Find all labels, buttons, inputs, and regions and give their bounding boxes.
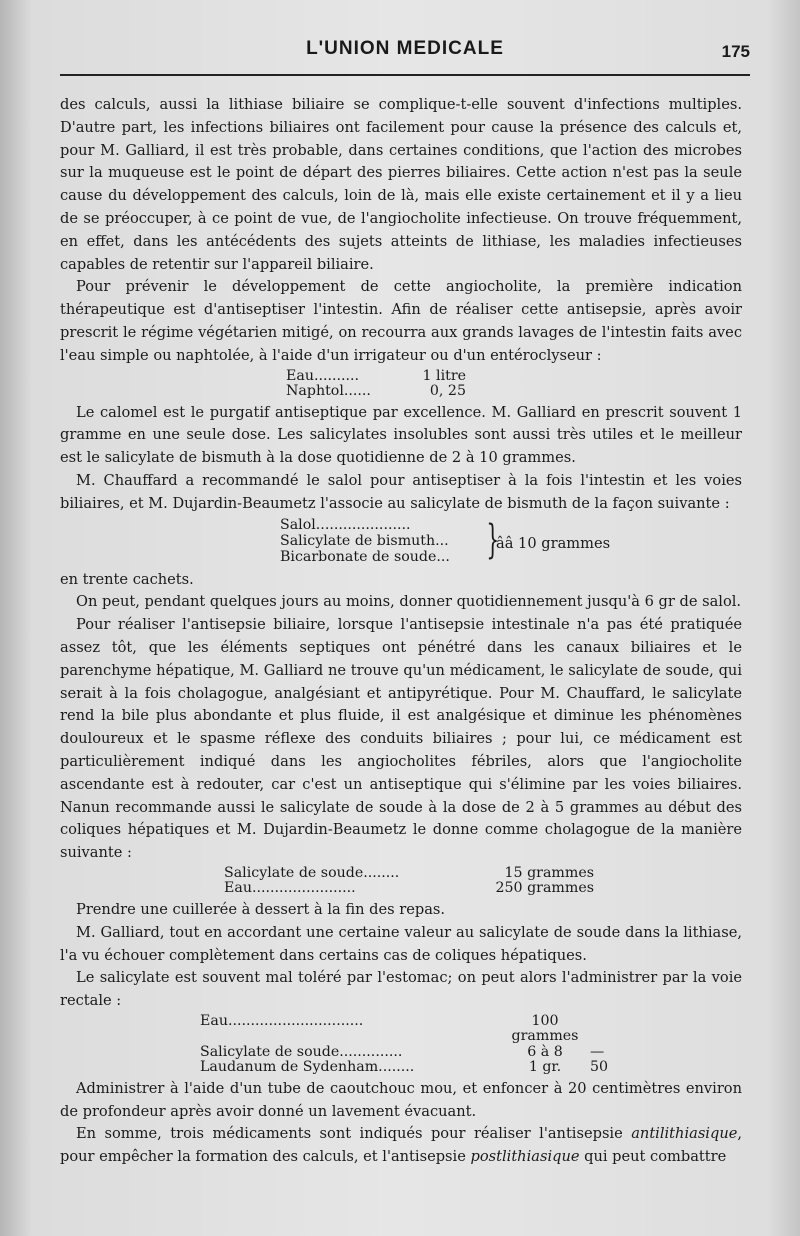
prescription-line bbox=[286, 369, 742, 385]
paragraph: On peut, pendant quelques jours au moins, donner quotidiennement jusqu'à 6 gr de salol. bbox=[76, 593, 742, 611]
paragraph: M. Chauffard a recommandé le salol pour antiseptiser à la fois l'intestin et les voies biliaires, et M. Dujardin-Beaumetz l'associe au salicylate de bismuth de la façon suivante : bbox=[60, 471, 742, 512]
ingredient-quantity-extra bbox=[590, 1014, 660, 1045]
ingredient-quantity: 250 grammes bbox=[495, 880, 594, 897]
ingredient-quantity: 15 grammes bbox=[504, 864, 594, 881]
ingredient-quantity: 0, 25 bbox=[429, 383, 466, 400]
prescription-cachets bbox=[60, 517, 742, 567]
paragraph: Le salicylate est souvent mal toléré par l'estomac; on peut alors l'administrer par la voie rectale : bbox=[60, 969, 742, 1010]
ingredient-quantity: ââ 10 grammes bbox=[496, 534, 611, 552]
paragraph: Pour réaliser l'antisepsie biliaire, lorsque l'antisepsie intestinale n'a pas été pratiquée assez tôt, que les éléments septiques ont pénétré dans les canaux biliaires et le parenchyme hépatique, M. Galliard ne trouve qu'un médicament, le salicylate de soude, qui serait à la fois cholagogue, analgésiant et antipyrétique. Pour M. Chauffard, le salicylate rend la bile plus abondante et plus fluide, il est analgésique et diminue les phénomènes douloureux et le spasme réflexe des conduits biliaires ; pour lui, ce médicament est particulièrement indiqué dans les angiocholites fébriles, alors que l'angiocholite ascendante est à redouter, car c'est un antiseptique qui s'élimine par les voies biliaires. Nanun recommande aussi le salicylate de soude à la dose de 2 à 5 grammes au début des coliques hépatiques et M. Dujardin-Beaumetz le donne comme cholagogue de la manière suivante : bbox=[60, 616, 742, 862]
page-number: 175 bbox=[721, 42, 750, 61]
ingredient-quantity-extra: — bbox=[590, 1043, 605, 1060]
ingredient-name: Salicylate de soude........ bbox=[224, 864, 400, 881]
prescription-rectale bbox=[60, 1014, 742, 1076]
paragraph: M. Galliard, tout en accordant une certaine valeur au salicylate de soude dans la lithiase, l'a vu échouer complètement dans certains cas de coliques hépatiques. bbox=[60, 923, 742, 964]
ingredient-quantity-extra: 50 bbox=[590, 1059, 609, 1076]
paragraph: en trente cachets. bbox=[60, 570, 194, 588]
paragraph: Prendre une cuillerée à dessert à la fin des repas. bbox=[76, 900, 446, 918]
paragraph: des calculs, aussi la lithiase biliaire se complique-t-elle souvent d'infections multiples. D'autre part, les infections biliaires ont facilement pour cause la présence des calculs et, pour M. Galliard, il est très probable, dans certaines conditions, que l'action des microbes sur la muqueuse est le point de départ des pierres biliaires. Cette action n'est pas la seule cause du développement des calculs, loin de là, mais elle existe certainement et il y a lieu de se préoccuper, à ce point de vue, de l'angiocholite infectieuse. On trouve fréquemment, en effet, dans les antécédents des sujets atteints de lithiase, les maladies infectieuses capables de retentir sur l'appareil biliaire. bbox=[60, 96, 742, 273]
journal-title: L'UNION MEDICALE bbox=[306, 38, 504, 59]
prescription-line bbox=[200, 1014, 742, 1045]
prescription-line bbox=[224, 866, 742, 882]
paragraph bbox=[60, 1123, 742, 1169]
prescription-line bbox=[200, 1060, 742, 1076]
italic-term: postlithiasique bbox=[470, 1148, 580, 1166]
header-rule bbox=[60, 74, 750, 76]
ingredient-quantity: 100 grammes bbox=[511, 1012, 579, 1045]
ingredient-name: Naphtol...... bbox=[286, 383, 371, 400]
running-header bbox=[60, 34, 750, 74]
article-body bbox=[60, 94, 742, 1169]
paragraph: Administrer à l'aide d'un tube de caoutchouc mou, et enfoncer à 20 centimètres environ de profondeur après avoir donné un lavement évacuant. bbox=[60, 1079, 742, 1120]
prescription-line bbox=[286, 384, 742, 400]
prescription-line bbox=[200, 1045, 742, 1061]
ingredient-name: Bicarbonate de soude... bbox=[280, 548, 450, 565]
prescription-lavage bbox=[60, 369, 742, 400]
text-run: En somme, trois médicaments sont indiqués pour réaliser l'antisepsie bbox=[76, 1125, 632, 1143]
brace-glyph: } bbox=[486, 516, 500, 563]
text-run: qui peut combattre bbox=[579, 1148, 727, 1166]
ingredient-name: Eau....................... bbox=[224, 880, 356, 897]
text-run: , pour empêcher la formation des calculs, et l'antisepsie bbox=[60, 1125, 742, 1166]
paragraph: Le calomel est le purgatif antiseptique par excellence. M. Galliard en prescrit souvent 1 gramme en une seule dose. Les salicylates insolubles sont aussi très utiles et le meilleur est le salicylate de bismuth à la dose quotidienne de 2 à 10 grammes. bbox=[60, 403, 742, 467]
ingredient-name: Eau.......... bbox=[286, 367, 360, 384]
prescription-line bbox=[224, 881, 742, 897]
ingredient-name: Salicylate de soude.............. bbox=[200, 1043, 403, 1060]
paragraph: Pour prévenir le développement de cette angiocholite, la première indication thérapeutique est d'antiseptiser l'intestin. Afin de réaliser cette antisepsie, après avoir prescrit le régime végétarien mitigé, on recourra aux grands lavages de l'intestin faits avec l'eau simple ou naphtolée, à l'aide d'un irrigateur ou d'un entéroclyseur : bbox=[60, 278, 742, 364]
ingredient-name: Salicylate de bismuth... bbox=[280, 532, 449, 549]
ingredient-name: Salol..................... bbox=[280, 516, 411, 533]
ingredient-quantity: 1 litre bbox=[422, 367, 466, 384]
italic-term: antilithiasique bbox=[631, 1125, 738, 1143]
ingredient-name: Laudanum de Sydenham........ bbox=[200, 1059, 415, 1076]
ingredient-name: Eau.............................. bbox=[200, 1012, 364, 1029]
prescription-cholagogue bbox=[60, 866, 742, 897]
ingredient-quantity: 6 à 8 bbox=[527, 1043, 563, 1060]
ingredient-quantity: 1 gr. bbox=[528, 1059, 562, 1076]
